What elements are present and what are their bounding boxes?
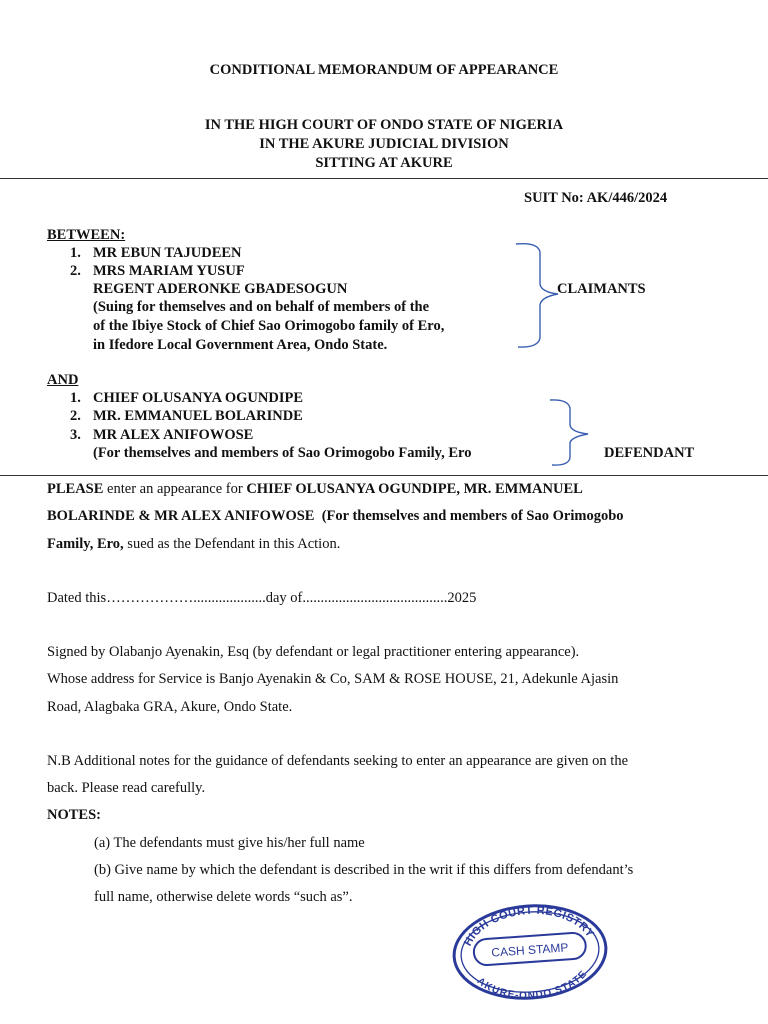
defendant-names-line-2: BOLARINDE & MR ALEX ANIFOWOSE (For themselves and members of Sao Orimogobo bbox=[47, 508, 624, 524]
signed-by-line: Signed by Olabanjo Ayenakin, Esq (by defendant or legal practitioner entering appearance). bbox=[47, 644, 580, 660]
stamp-top-text: HIGH COURT REGISTRY bbox=[461, 904, 597, 949]
court-line-2: IN THE AKURE JUDICIAL DIVISION bbox=[259, 136, 509, 152]
dated-line: Dated this………………....................day of........................................2025 bbox=[47, 590, 477, 606]
note-item-b-line-2: full name, otherwise delete words “such as”. bbox=[94, 889, 353, 905]
and-label: AND bbox=[47, 372, 79, 388]
defendant-1-number: 1. bbox=[70, 390, 81, 406]
claimants-role-label: CLAIMANTS bbox=[557, 281, 646, 297]
defendant-3-number: 3. bbox=[70, 427, 81, 443]
appearance-line-3 bbox=[47, 531, 340, 558]
please-label: PLEASE bbox=[47, 481, 104, 497]
nb-line-2: back. Please read carefully. bbox=[47, 780, 206, 796]
between-label: BETWEEN: bbox=[47, 227, 126, 243]
court-line-1: IN THE HIGH COURT OF ONDO STATE OF NIGERIA bbox=[204, 117, 564, 133]
claimant-1-number: 1. bbox=[70, 245, 81, 261]
claimant-1-name: MR EBUN TAJUDEEN bbox=[93, 245, 242, 261]
appearance-line-1 bbox=[47, 476, 583, 503]
cash-stamp bbox=[450, 902, 610, 1002]
claimant-2-number: 2. bbox=[70, 263, 81, 279]
note-item-b-line-1: (b) Give name by which the defendant is described in the writ if this differs from defendant’s bbox=[94, 862, 634, 878]
nb-line-1: N.B Additional notes for the guidance of defendants seeking to enter an appearance are given on the bbox=[47, 753, 628, 769]
defendant-2-name: MR. EMMANUEL BOLARINDE bbox=[93, 408, 303, 424]
defendant-3-name: MR ALEX ANIFOWOSE bbox=[93, 427, 254, 443]
sued-text: sued as the Defendant in this Action. bbox=[123, 536, 341, 552]
claimant-2-name: MRS MARIAM YUSUF bbox=[93, 263, 245, 279]
address-line-2: Road, Alagbaka GRA, Akure, Ondo State. bbox=[47, 699, 293, 715]
claimants-description-line-3: in Ifedore Local Government Area, Ondo State. bbox=[93, 337, 388, 353]
enter-appearance-text: enter an appearance for bbox=[103, 481, 247, 497]
claimant-3-name: REGENT ADERONKE GBADESOGUN bbox=[93, 281, 348, 297]
court-line-3: SITTING AT AKURE bbox=[315, 155, 453, 171]
defendants-role-label: DEFENDANT bbox=[604, 445, 695, 461]
suit-number: SUIT No: AK/446/2024 bbox=[524, 190, 668, 206]
claimants-description-line-2: of the Ibiye Stock of Chief Sao Orimogobo family of Ero, bbox=[93, 318, 445, 334]
svg-text:AKURE-ONDO STATE bbox=[474, 968, 590, 1005]
defendant-2-number: 2. bbox=[70, 408, 81, 424]
address-line-1: Whose address for Service is Banjo Ayenakin & Co, SAM & ROSE HOUSE, 21, Adekunle Ajasin bbox=[47, 671, 619, 687]
note-item-a: (a) The defendants must give his/her full name bbox=[94, 835, 365, 851]
stamp-bottom-text: AKURE-ONDO STATE bbox=[474, 968, 590, 1002]
memo-title: CONDITIONAL MEMORANDUM OF APPEARANCE bbox=[209, 62, 559, 78]
defendant-names-line-3: Family, Ero, bbox=[47, 536, 124, 552]
stamp-center-text: CASH STAMP bbox=[490, 940, 569, 960]
defendant-names-line-1: CHIEF OLUSANYA OGUNDIPE, MR. EMMANUEL bbox=[246, 481, 583, 497]
claimants-description-line-1: (Suing for themselves and on behalf of members of the bbox=[93, 299, 430, 315]
top-divider bbox=[0, 178, 768, 179]
notes-heading: NOTES: bbox=[47, 807, 101, 823]
defendants-description: (For themselves and members of Sao Orimogobo Family, Ero bbox=[93, 445, 472, 461]
defendant-1-name: CHIEF OLUSANYA OGUNDIPE bbox=[93, 390, 304, 406]
